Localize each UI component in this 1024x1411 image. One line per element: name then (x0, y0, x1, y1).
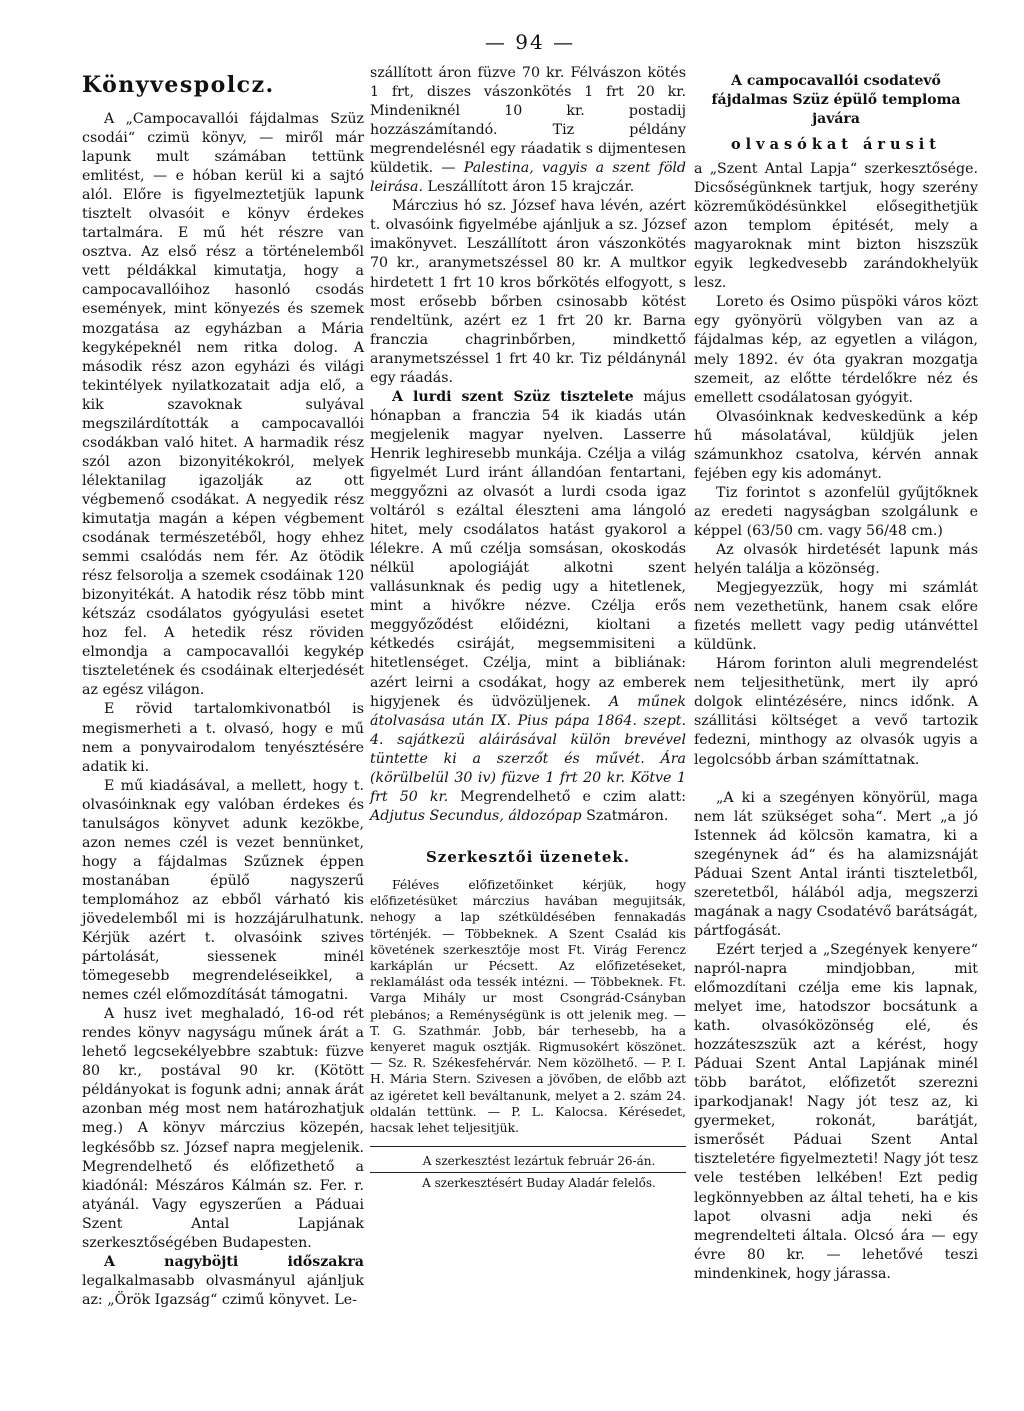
paragraph-text: május hónapban a franczia 54 ik kiadás után megjelenik magyar nyelven. Lasserre Henrik leghiresebb munkája. Czélja a világ figyelmét Lurd iránt állandóan fentartani, meggyőzni az olvasót a lurdi csoda igaz voltáról s ezáltal éleszteni ama lángoló hitet, mely csodálatos hatást gyakorol a lélekre. A mű czélja somsásan, okoskodás nélkül apologiáját alkotni szent vallásunknak és pedig ugy a hitetlenek, mint a hivőkre nézve. Czélja erős meggyőződést előidézni, kioltani a kétkedés csiráját, megsemmisiteni a hitetlenséget. Czélja, mint a bibliának: azért leirni a csodákat, hogy az emberek higyjenek és üdvözüljenek. (370, 388, 686, 710)
page-number: — 94 — (484, 30, 576, 54)
paragraph: E rövid tartalomkivonatból is megismerheti a t. olvasó, hogy e mű nem a ponyvairodalom tenyésztésére adatik ki. (82, 701, 364, 775)
paragraph: Három forinton aluli megrendelést nem teljesithetünk, mert ily apró dolgok elintézésére, nincs időnk. A szállitási költséget a vevő tartozik fedezni, minthogy az olvasók ugyis a legolcsóbb árban számíttatnak. (694, 656, 978, 768)
paragraph (82, 1253, 364, 1310)
paragraph: Ezért terjed a „Szegények kenyere“ napról-napra mindjobban, mit előmozdítani czélja eme kis lapnak, melyet ime, hatodszor bocsátunk a kath. olvasóközönség elé, és hozzáteszszük azt a kérést, hogy Páduai Szent Antal Lapjának minél több barátot, előfizetőt szerezni iparkodjanak! Nagy jót tesz az, ki gyermeket, rokonát, barátját, ismerősét Páduai Szent Antal tiszteletére figyelmezteti! Nagy jót tesz vele testében lelkében! Ezt pedig legkönnyebben az által teheti, ha e kis lapot olvasni adja neki és megrendelteti általa. Olcsó ára — egy évre 80 kr. — lehetővé teszi mindenkinek, hogy járassa. (694, 941, 978, 1282)
paragraph: Márczius hó sz. József hava lévén, azért t. olvasóink figyelmébe ajánljuk a sz. József imakönyvet. Leszállított áron vászonkötés 70 kr., aranymetszéssel 80 kr. A multkor hirdetett 1 frt 10 kros bőrkötés elfogyott, s most erősebb bőrben csinosabb kötést rendeltünk, azért ez 1 frt 20 kr. Barna franczia chagrinbőrben, mindkettő aranymetszéssel 1 frt 40 kr. Tiz példánynál egy ráadás. (370, 198, 686, 386)
notice-subheading: olvasókat árusit (731, 136, 941, 153)
paragraph-text: legalkalmasabb olvasmányul ajánljuk az: „Örök Igazság“ czimű könyvet. Le- (82, 1272, 364, 1308)
paragraph: A husz ivet meghaladó, 16-od rét rendes könyv nagyságu műnek árát a lehető legcsekélyebbre szabtuk: füzve 80 kr., postával 90 kr. (Kötött példányokat is fogunk adni; annak árát azonban még most nem határozhatjuk meg.) A könyv márczius közepén, legkésőbb sz. József napra megjelenik. Megrendelhető és előfizethető a kiadónál: Mészáros Kálmán sz. Fer. r. atyánál. Vagy egyszerűen a Páduai Szent Antal Lapjának szerkesztőségében Budapesten. (82, 1006, 364, 1251)
italic-text: A műnek átolvasása után IX. Pius pápa 1864. szept. 4. sajátkezü aláirásával külön brevével tüntette ki a szerzőt és művét. Ára (körülbelül 30 iv) füzve 1 frt 20 kr. Kötve 1 frt 50 kr. (370, 693, 686, 805)
paragraph-text: Szatmáron. (581, 807, 669, 824)
paragraph-text: Leszállított áron 15 krajczár. (422, 179, 635, 196)
paragraph-text: szállított áron füzve 70 kr. Félvászon kötés 1 frt, diszes vászonkötés 1 frt 20 kr. Mindeniknél 10 kr. postadij hozzászámítandó. Tiz példány megrendelésnél egy ráadatik s dijmentesen küldetik. — (370, 65, 686, 177)
closing-note: A szerkesztést lezártuk február 26-án. (422, 1154, 656, 1169)
paragraph (370, 388, 686, 826)
editor-line: A szerkesztésért Buday Aladár felelős. (422, 1176, 656, 1191)
column-left (82, 64, 364, 1310)
editorial-heading: Szerkesztői üzenetek. (425, 847, 631, 866)
bold-lead: A nagyböjti időszakra (104, 1253, 364, 1270)
bold-lead: A lurdi szent Szüz tisztelete (392, 388, 634, 405)
paragraph: Tiz forintot s azonfelül gyűjtőknek az eredeti nagyságban szolgálunk e képpel (63/50 cm. vagy 56/48 cm.) (694, 484, 978, 539)
divider (370, 1172, 686, 1173)
italic-title: Palestina, vagyis a szent föld leirása. (370, 160, 686, 196)
paragraph: a „Szent Antal Lapja“ szerkesztősége. Dicsőségünknek tartjuk, hogy szerény közreműködésünkkel elősegithetjük azon templom épitését, mely a magyaroknak mint bizton hiszszük egyik legkedvesebb zarándokhelyük lesz. (694, 161, 978, 292)
column-middle (370, 64, 686, 1192)
column-right (694, 72, 978, 1284)
editorial-notes: Féléves előfizetőinket kérjük, hogy előfizetésüket márczius havában megujitsák, nehogy a lap szétküldésében fennakadás történjék. — Többeknek. A Szent Család kis követének szerkesztője most Ft. Virág Ferencz karkáplán ur Pécsett. Az előfizetéseket, reklamálást oda tessék intézni. — Többeknek. Ft. Varga Mihály ur most Csongrád-Csányban plebános; a Reménységünk is ott jelenik meg. — T. G. Szathmár. Jobb, bár terhesebb, ha a kenyeret maguk osztják. Rigmusokért köszönet. — Sz. R. Székesfehérvár. Nem közölhető. — P. I. H. Mária Stern. Szivesen a jövőben, de előbb azt az igéretet kell beváltanunk, melyet a 2. szám 24. oldalán tettünk. — P. L. Kalocsa. Kérésedet, hacsak lehet teljesitjük. (370, 876, 686, 1135)
paragraph: A „Campocavallói fájdalmas Szüz csodái“ czimü könyv, — miről már lapunk mult számában tettünk emlitést, — e hóban kerül ki a sajtó alól. Előre is figyelmeztetjük lapunk tisztelt olvasóit e könyv érdekes tartalmára. E mű hét részre van osztva. Az első rész a történelemből vett példákkal kimutatja, hogy a campocavallóihoz hasonló csodás események, mint könyezés és szemek mozgatása az egyházban a Mária kegyképeknél nem ritka dolog. A második rész azon egyházi és világi tekintélyek nyilatkozatait adja elő, a kik szavoknak sulyával megszilárdították a campocavallói csodákban való hitet. A harmadik rész szól azon bizonyitékokról, melyek lélektanilag igazolják az ott végbemenő csodákat. A negyedik rész kimutatja magán a képen végbement csodának természetéből, hogy ehhez semmi csalódás nem fér. Az ötödik rész felsorolja a szemek csodáinak 120 bizonyitékát. A hatodik rész több mint kétszáz csodálatos gyógyulási esetet hoz fel. A hetedik rész röviden elmondja a campocavallói kegykép tiszteletének és csodáinak elterjedését az egész világon. (82, 111, 364, 699)
paragraph: „A ki a szegényen könyörül, maga nem lát szükséget soha“. Mert „a jó Istennek ád kölcsön kamatra, ki a szegénynek ád“ és ha alamizsnáját Páduai Szent Antal iránti tiszteletből, szeretetből, hálából adja, megszerzi magának a nagy Csodatévő barátságát, pártfogását. (694, 789, 978, 939)
italic-text: Adjutus Secundus, áldozópap (370, 807, 582, 824)
paragraph-text: Megrendelhető e czim alatt: (448, 788, 686, 805)
notice-heading: A campocavallói csodatevő fájdalmas Szüz épülő temploma javára (711, 73, 961, 127)
paragraph: Az olvasók hirdetését lapunk más helyén találja a közönség. (694, 541, 978, 578)
paragraph: Olvasóinknak kedveskedünk a kép hű másolatával, küldjük jelen számunkhoz csatolva, kérvén annak fejében egy kis adományt. (694, 408, 978, 482)
paragraph: Loreto és Osimo püspöki város közt egy gyönyörü völgyben van az a fájdalmas kép, az egyetlen a világon, mely 1892. év óta gyakran mozgatja szemeit, az előtte térdelőkre néz és emellett csodálatosan gyógyit. (694, 294, 978, 406)
paragraph: Megjegyezzük, hogy mi számlát nem vezethetünk, hanem csak előre fizetés mellett vagy pedig utánvéttel küldünk. (694, 580, 978, 654)
section-title: Könyvespolcz. (82, 72, 275, 98)
divider (370, 1146, 686, 1147)
paragraph: E mű kiadásával, a mellett, hogy t. olvasóinknak egy valóban érdekes és tanulságos könyvet adunk kezökbe, azon nemes czél is vezet bennünket, hogy a fájdalmas Szűznek éppen mostanában épülő nagyszerű templomához az ebből várható kis jövedelemből mi is hozzájárulhatunk. Kérjük azért t. olvasóink szives pártolását, siessenek minél tömegesebb megrendeléseikkel, a nemes czél előmozdítását támogatni. (82, 777, 364, 1004)
spacer (694, 770, 978, 789)
paragraph (370, 64, 686, 197)
